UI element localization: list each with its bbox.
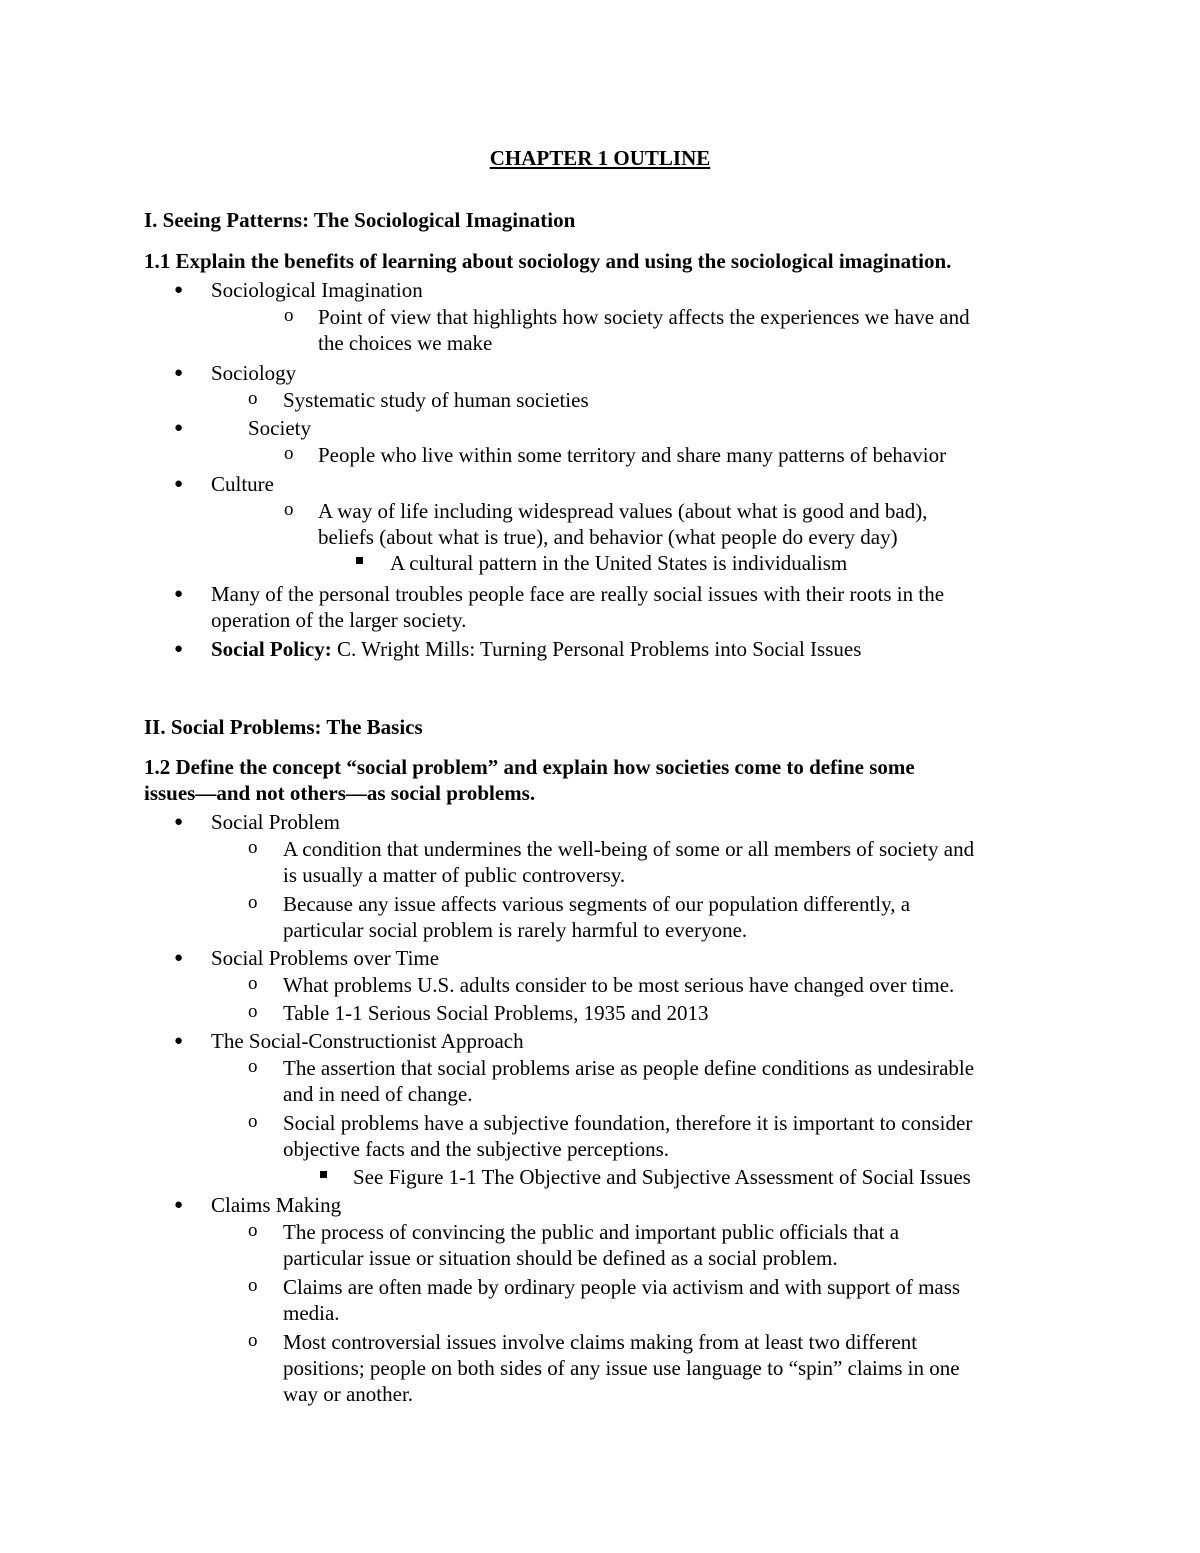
- sub-bullet-text: The process of convincing the public and important public officials that a: [283, 1220, 900, 1244]
- bullet-icon: ●: [174, 814, 184, 830]
- bullet-icon: ●: [174, 420, 184, 436]
- sub-bullet-icon: o: [248, 892, 258, 913]
- square-bullet-icon: [356, 557, 363, 564]
- bullet-item-label: The Social-Constructionist Approach: [211, 1029, 524, 1053]
- sub-bullet-text: Social problems have a subjective foundation, therefore it is important to consider: [283, 1111, 973, 1135]
- sub-bullet-icon: o: [248, 1220, 258, 1241]
- bullet-icon: ●: [174, 1197, 184, 1213]
- bullet-icon: ●: [174, 586, 184, 602]
- bullet-icon: ●: [174, 950, 184, 966]
- square-bullet-icon: [320, 1171, 327, 1178]
- sub-bullet-text: Table 1-1 Serious Social Problems, 1935 and 2013: [283, 1001, 709, 1025]
- sub-bullet-icon: o: [284, 305, 294, 326]
- sub-bullet-text: way or another.: [283, 1382, 414, 1406]
- bullet-item-label: Social Problem: [211, 810, 340, 834]
- section-heading: II. Social Problems: The Basics: [144, 715, 423, 739]
- bullet-item-text: Many of the personal troubles people face are really social issues with their roots in the: [211, 582, 945, 606]
- sub-bullet-text: objective facts and the subjective perceptions.: [283, 1137, 670, 1161]
- page-title: CHAPTER 1 OUTLINE: [489, 146, 711, 170]
- bullet-item-label: Sociology: [211, 361, 297, 385]
- bullet-icon: ●: [174, 641, 184, 657]
- sub-bullet-icon: o: [248, 1111, 258, 1132]
- sub-bullet-text: positions; people on both sides of any issue use language to “spin” claims in one: [283, 1356, 960, 1380]
- sub-bullet-icon: o: [248, 1275, 258, 1296]
- bullet-icon: ●: [174, 476, 184, 492]
- bullet-item-label: Social Problems over Time: [211, 946, 440, 970]
- sub-bullet-text: People who live within some territory and share many patterns of behavior: [318, 443, 947, 467]
- section-heading: I. Seeing Patterns: The Sociological Imagination: [144, 208, 576, 232]
- bullet-item-label: Sociological Imagination: [211, 278, 423, 302]
- sub-bullet-text: A condition that undermines the well-being of some or all members of society and: [283, 837, 975, 861]
- sub-bullet-text: Systematic study of human societies: [283, 388, 589, 412]
- bullet-icon: ●: [174, 365, 184, 381]
- sub-bullet-icon: o: [248, 388, 258, 409]
- sub-sub-bullet-text: A cultural pattern in the United States is individualism: [390, 551, 848, 575]
- sub-bullet-text: beliefs (about what is true), and behavior (what people do every day): [318, 525, 898, 549]
- sub-bullet-text: Most controversial issues involve claims making from at least two different: [283, 1330, 918, 1354]
- social-policy-text: C. Wright Mills: Turning Personal Problems into Social Issues: [331, 637, 862, 661]
- sub-bullet-text: is usually a matter of public controversy.: [283, 863, 626, 887]
- sub-bullet-text: The assertion that social problems arise as people define conditions as undesirable: [283, 1056, 975, 1080]
- sub-bullet-text: particular social problem is rarely harmful to everyone.: [283, 918, 748, 942]
- bullet-icon: ●: [174, 282, 184, 298]
- sub-bullet-text: Claims are often made by ordinary people via activism and with support of mass: [283, 1275, 961, 1299]
- learning-objective: 1.1 Explain the benefits of learning about sociology and using the sociological imagination.: [144, 249, 952, 273]
- sub-bullet-icon: o: [284, 499, 294, 520]
- sub-bullet-text: Because any issue affects various segments of our population differently, a: [283, 892, 911, 916]
- bullet-item-label: Society: [248, 416, 311, 440]
- bullet-item-text: operation of the larger society.: [211, 608, 467, 632]
- sub-bullet-icon: o: [248, 1001, 258, 1022]
- social-policy-item: [211, 636, 861, 662]
- sub-bullet-text: and in need of change.: [283, 1082, 473, 1106]
- sub-bullet-text: What problems U.S. adults consider to be most serious have changed over time.: [283, 973, 955, 997]
- sub-bullet-text: particular issue or situation should be defined as a social problem.: [283, 1246, 838, 1270]
- sub-bullet-icon: o: [248, 973, 258, 994]
- sub-bullet-icon: o: [284, 443, 294, 464]
- sub-bullet-text: A way of life including widespread values (about what is good and bad),: [318, 499, 928, 523]
- sub-bullet-icon: o: [248, 1330, 258, 1351]
- learning-objective: issues—and not others—as social problems.: [144, 781, 536, 805]
- social-policy-label: Social Policy:: [211, 637, 332, 661]
- sub-sub-bullet-text: See Figure 1-1 The Objective and Subjective Assessment of Social Issues: [353, 1165, 971, 1189]
- bullet-icon: ●: [174, 1033, 184, 1049]
- sub-bullet-text: Point of view that highlights how society affects the experiences we have and: [318, 305, 970, 329]
- bullet-item-label: Culture: [211, 472, 274, 496]
- learning-objective: 1.2 Define the concept “social problem” and explain how societies come to define some: [144, 755, 915, 779]
- sub-bullet-text: media.: [283, 1301, 340, 1325]
- sub-bullet-icon: o: [248, 837, 258, 858]
- sub-bullet-text: the choices we make: [318, 331, 493, 355]
- bullet-item-label: Claims Making: [211, 1193, 342, 1217]
- sub-bullet-icon: o: [248, 1056, 258, 1077]
